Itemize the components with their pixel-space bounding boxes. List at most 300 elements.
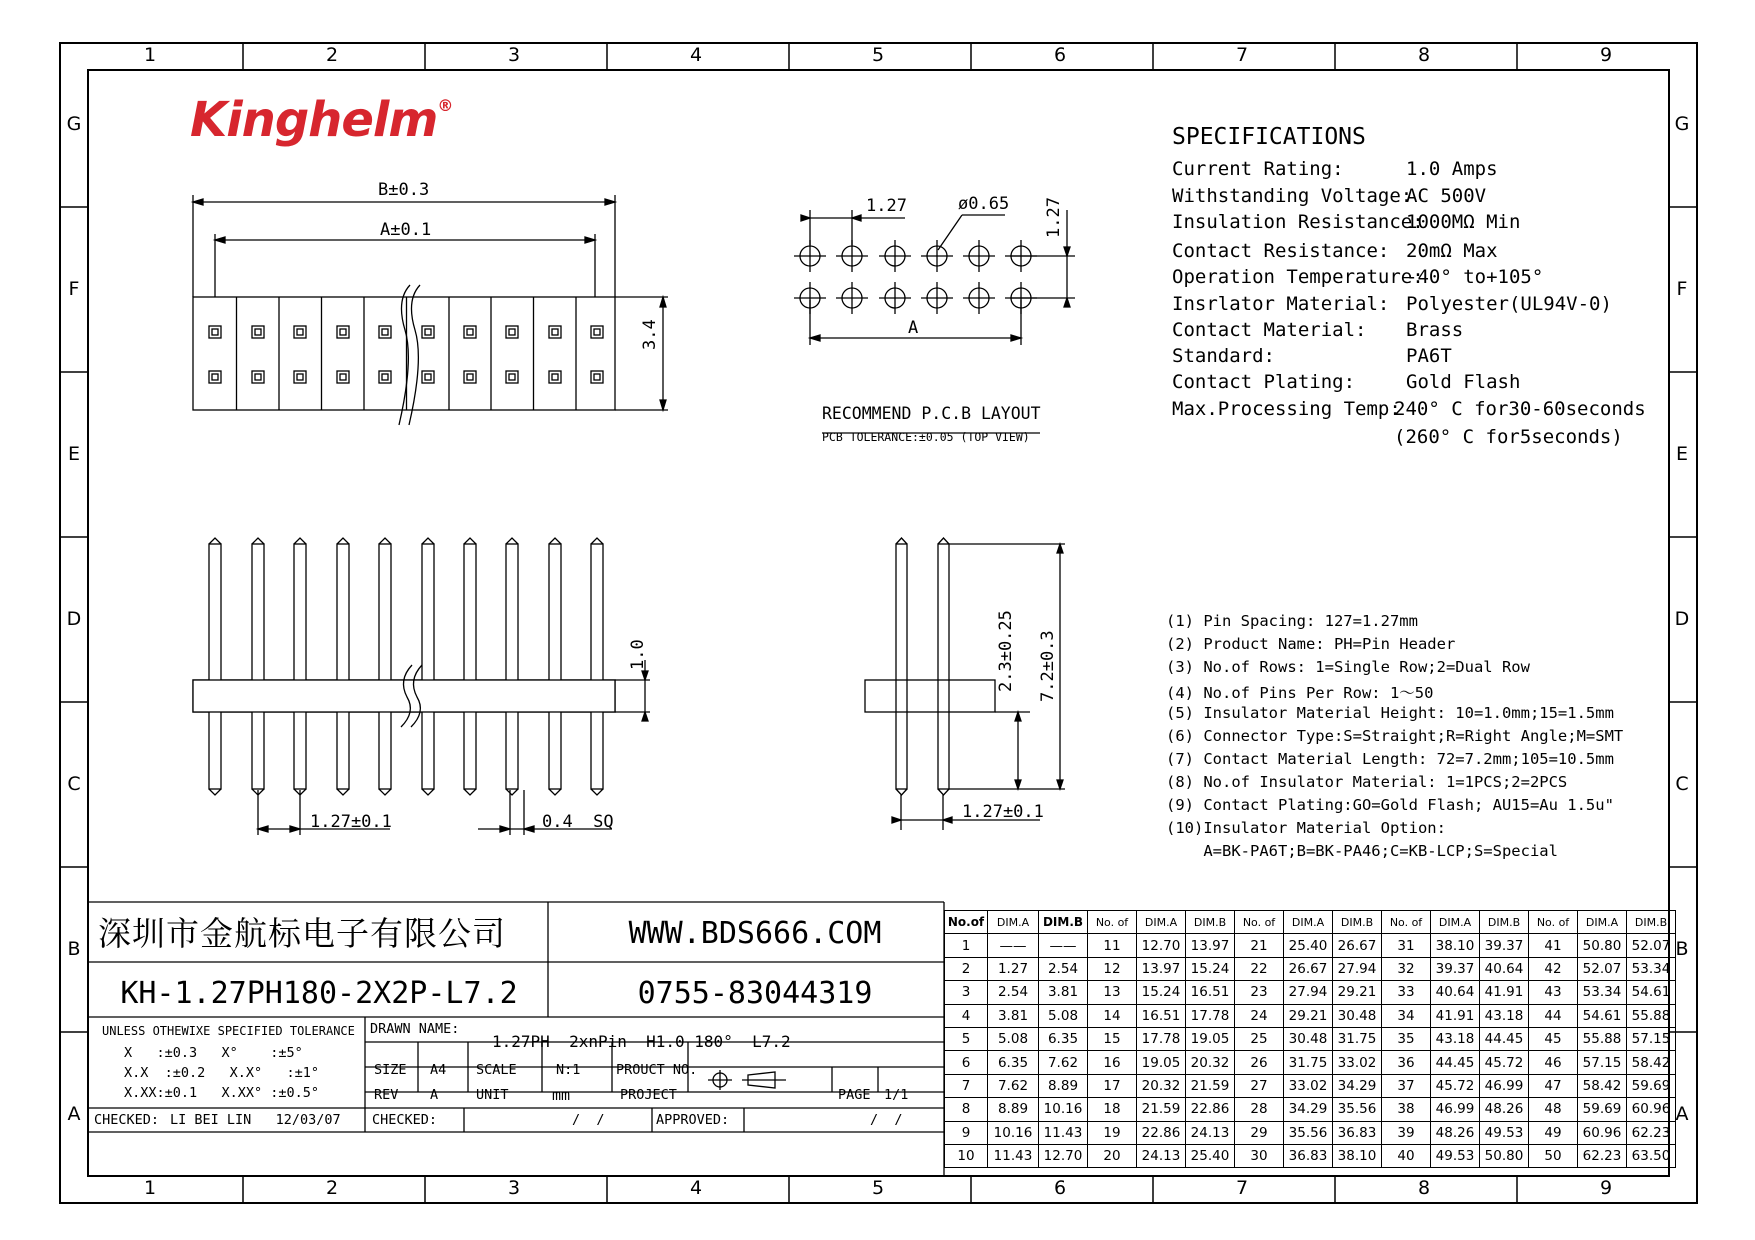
insulator-height-label: 1.0 [628, 639, 648, 670]
table-cell: 47 [1529, 1074, 1578, 1097]
table-cell: 30.48 [1284, 1027, 1333, 1050]
table-cell: 41 [1529, 934, 1578, 957]
page-value: 1/1 [884, 1087, 909, 1103]
table-cell: 20.32 [1137, 1074, 1186, 1097]
pin-square [506, 326, 518, 338]
table-cell: 58.42 [1627, 1051, 1676, 1074]
table-cell: 8.89 [1039, 1074, 1088, 1097]
table-cell: 38.10 [1431, 934, 1480, 957]
table-cell: 28 [1235, 1098, 1284, 1121]
company-name: 深圳市金航标电子有限公司 [98, 914, 506, 953]
table-cell: 25 [1235, 1027, 1284, 1050]
table-cell: 22 [1235, 957, 1284, 980]
table-cell: 49.53 [1431, 1144, 1480, 1167]
pcb-row-label: 1.27 [1044, 197, 1064, 238]
grid-row-label: C [67, 773, 81, 795]
pin-square-inner [212, 374, 218, 380]
pin-square [422, 371, 434, 383]
pin-square [506, 371, 518, 383]
dimension-table [944, 910, 1676, 1168]
table-cell: 44.45 [1480, 1027, 1529, 1050]
table-cell: 48.26 [1480, 1098, 1529, 1121]
table-cell: 52.07 [1578, 957, 1627, 980]
pin-square [464, 371, 476, 383]
table-cell: 60.96 [1627, 1098, 1676, 1121]
table-cell: 5.08 [1039, 1004, 1088, 1027]
table-cell: 63.50 [1627, 1144, 1676, 1167]
pin-square [591, 326, 603, 338]
table-cell: 39.37 [1480, 934, 1529, 957]
pin-square [549, 371, 561, 383]
table-header-cell: No. of [1235, 911, 1284, 934]
approved-date: / / [870, 1112, 903, 1128]
table-cell: 13.97 [1137, 957, 1186, 980]
grid-row-label: A [67, 1103, 81, 1125]
table-header-row [945, 911, 1676, 934]
table-cell: 59.69 [1627, 1074, 1676, 1097]
spec-value: Polyester(UL94V-0) [1406, 293, 1612, 315]
side-height1-label: 2.3±0.25 [996, 610, 1016, 692]
table-cell: 1.27 [988, 957, 1039, 980]
table-cell: 43 [1529, 981, 1578, 1004]
pin-square [294, 371, 306, 383]
website[interactable]: WWW.BDS666.COM [628, 916, 882, 951]
pin-square-inner [509, 374, 515, 380]
phone-number: 0755-83044319 [637, 976, 873, 1011]
table-cell: 10 [945, 1144, 988, 1167]
pin-square-inner [382, 374, 388, 380]
table-cell: 55.88 [1578, 1027, 1627, 1050]
table-cell: 22.86 [1186, 1098, 1235, 1121]
front-view [193, 538, 650, 835]
spec-label: Standard: [1172, 345, 1275, 367]
table-cell: 38 [1382, 1098, 1431, 1121]
size-value: A4 [430, 1062, 447, 1078]
table-cell: 42 [1529, 957, 1578, 980]
spec-value: Gold Flash [1406, 371, 1521, 393]
note-line: (3) No.of Rows: 1=Single Row;2=Dual Row [1166, 658, 1530, 676]
grid-row-label: F [1676, 278, 1688, 300]
grid-col-label: 2 [325, 1177, 339, 1199]
table-cell: 9 [945, 1121, 988, 1144]
table-row [945, 1027, 1676, 1050]
table-cell: 24.13 [1137, 1144, 1186, 1167]
note-line: (1) Pin Spacing: 127=1.27mm [1166, 612, 1418, 630]
scale-value: N:1 [556, 1062, 581, 1078]
pin-square-inner [594, 374, 600, 380]
pin [422, 544, 434, 789]
page-label: PAGE [838, 1087, 871, 1103]
table-cell: 40.64 [1431, 981, 1480, 1004]
table-cell: 15 [1088, 1027, 1137, 1050]
pin [337, 544, 349, 789]
pin-square-inner [552, 329, 558, 335]
table-cell: 4 [945, 1004, 988, 1027]
grid-col-label: 9 [1599, 1177, 1613, 1199]
table-row [945, 1051, 1676, 1074]
table-cell: 14 [1088, 1004, 1137, 1027]
table-cell: 46.99 [1480, 1074, 1529, 1097]
pcb-layout [794, 210, 1075, 433]
table-cell: 44 [1529, 1004, 1578, 1027]
grid-col-label: 4 [689, 1177, 703, 1199]
grid-col-label: 3 [507, 1177, 521, 1199]
table-cell: 46 [1529, 1051, 1578, 1074]
pin-square-inner [425, 374, 431, 380]
spec-value: Brass [1406, 319, 1464, 341]
table-cell: 3.81 [1039, 981, 1088, 1004]
table-cell: —— [1039, 934, 1088, 957]
table-cell: 16.51 [1186, 981, 1235, 1004]
table-cell: 52.07 [1627, 934, 1676, 957]
table-cell: 29 [1235, 1121, 1284, 1144]
pin-square-inner [467, 329, 473, 335]
unit-label: UNIT [476, 1087, 509, 1103]
table-cell: 26.67 [1284, 957, 1333, 980]
part-number: KH-1.27PH180-2X2P-L7.2 [120, 976, 518, 1011]
kinghelm-logo: Kinghelm® [190, 92, 453, 148]
tolerance-line: X :±0.3 X° :±5° [124, 1045, 303, 1061]
table-cell: 8 [945, 1098, 988, 1121]
table-row [945, 1144, 1676, 1167]
spec-value: 1.0 Amps [1406, 158, 1498, 180]
pin-square [422, 326, 434, 338]
table-cell: 33.02 [1333, 1051, 1382, 1074]
table-cell: 36 [1382, 1051, 1431, 1074]
pin-square [252, 371, 264, 383]
table-cell: 54.61 [1578, 1004, 1627, 1027]
grid-row-label: B [1675, 938, 1689, 960]
table-cell: 25.40 [1284, 934, 1333, 957]
note-line: A=BK-PA6T;B=BK-PA46;C=KB-LCP;S=Special [1166, 842, 1558, 860]
pin-square [379, 326, 391, 338]
table-cell: 34.29 [1333, 1074, 1382, 1097]
approved-label: APPROVED: [656, 1112, 730, 1128]
table-header-cell: DIM.A [1431, 911, 1480, 934]
table-cell: 21.59 [1137, 1098, 1186, 1121]
pin-square-inner [340, 329, 346, 335]
table-cell: 20 [1088, 1144, 1137, 1167]
table-header-cell: DIM.B [1480, 911, 1529, 934]
table-cell: 22.86 [1137, 1121, 1186, 1144]
checked-value: LI BEI LIN 12/03/07 [170, 1112, 341, 1128]
table-row [945, 1121, 1676, 1144]
table-cell: 17 [1088, 1074, 1137, 1097]
pin [464, 544, 476, 789]
table-row [945, 957, 1676, 980]
grid-row-label: E [1675, 443, 1688, 465]
table-cell: 21 [1235, 934, 1284, 957]
pcb-tolerance: PCB TOLERANCE:±0.05 (TOP VIEW) [822, 430, 1030, 444]
table-header-cell: DIM.B [1627, 911, 1676, 934]
pin-square-inner [509, 329, 515, 335]
size-label: SIZE [374, 1062, 407, 1078]
rev-label: REV [374, 1087, 399, 1103]
table-cell: 27.94 [1333, 957, 1382, 980]
grid-col-label: 8 [1417, 44, 1431, 66]
table-cell: 6 [945, 1051, 988, 1074]
tolerance-line: X.X :±0.2 X.X° :±1° [124, 1065, 320, 1081]
spec-value: (260° C for5seconds) [1394, 426, 1623, 448]
table-cell: 7.62 [1039, 1051, 1088, 1074]
table-cell: 34.29 [1284, 1098, 1333, 1121]
pin [294, 544, 306, 789]
grid-col-label: 1 [143, 44, 157, 66]
pin [591, 544, 603, 789]
grid-col-label: 1 [143, 1177, 157, 1199]
table-row [945, 1004, 1676, 1027]
pin [209, 544, 221, 789]
drawn-name-label: DRAWN NAME: [370, 1021, 460, 1037]
note-line: (2) Product Name: PH=Pin Header [1166, 635, 1456, 653]
table-cell: 24.13 [1186, 1121, 1235, 1144]
table-cell: 30 [1235, 1144, 1284, 1167]
table-cell: 16 [1088, 1051, 1137, 1074]
spec-label: Insulation Resistance: [1172, 211, 1424, 233]
table-cell: 57.15 [1578, 1051, 1627, 1074]
front-pitch-label: 1.27±0.1 [310, 812, 392, 832]
table-cell: 53.34 [1627, 957, 1676, 980]
grid-col-label: 8 [1417, 1177, 1431, 1199]
pin-square-inner [297, 329, 303, 335]
grid-col-label: 9 [1599, 44, 1613, 66]
table-header-cell: DIM.B [1186, 911, 1235, 934]
table-cell: 35.56 [1284, 1121, 1333, 1144]
table-cell: 10.16 [988, 1121, 1039, 1144]
table-cell: 60.96 [1578, 1121, 1627, 1144]
table-cell: 36.83 [1284, 1144, 1333, 1167]
pin [252, 544, 264, 789]
projection-symbol [708, 1070, 786, 1090]
grid-col-label: 4 [689, 44, 703, 66]
checked2-label: CHECKED: [372, 1112, 438, 1128]
grid-row-label: D [66, 608, 82, 630]
tolerance-title: UNLESS OTHEWIXE SPECIFIED TOLERANCE [102, 1024, 355, 1038]
side-view [865, 538, 1065, 830]
table-cell: 55.88 [1627, 1004, 1676, 1027]
table-cell: 33.02 [1284, 1074, 1333, 1097]
grid-row-label: B [67, 938, 81, 960]
table-cell: 24 [1235, 1004, 1284, 1027]
table-cell: 23 [1235, 981, 1284, 1004]
note-line: (10)Insulator Material Option: [1166, 819, 1446, 837]
table-cell: 41.91 [1431, 1004, 1480, 1027]
table-cell: 11.43 [1039, 1121, 1088, 1144]
note-line: (6) Connector Type:S=Straight;R=Right Angle;M=SMT [1166, 727, 1624, 745]
dim-height-label: 3.4 [640, 319, 660, 350]
grid-row-label: G [66, 113, 82, 135]
table-cell: 8.89 [988, 1098, 1039, 1121]
table-cell: 12 [1088, 957, 1137, 980]
table-cell: 44.45 [1431, 1051, 1480, 1074]
table-cell: 26 [1235, 1051, 1284, 1074]
pin-square-inner [255, 329, 261, 335]
table-cell: 62.23 [1627, 1121, 1676, 1144]
pin-square [549, 326, 561, 338]
table-cell: 27.94 [1284, 981, 1333, 1004]
table-cell: 11.43 [988, 1144, 1039, 1167]
table-cell: 49.53 [1480, 1121, 1529, 1144]
grid-col-label: 2 [325, 44, 339, 66]
table-cell: 31.75 [1333, 1027, 1382, 1050]
table-header-cell: No. of [1088, 911, 1137, 934]
table-cell: 43.18 [1480, 1004, 1529, 1027]
spec-label: Operation Temperature: [1172, 266, 1424, 288]
table-cell: 62.23 [1578, 1144, 1627, 1167]
grid-row-label: D [1674, 608, 1690, 630]
table-header-cell: DIM.A [988, 911, 1039, 934]
table-cell: 12.70 [1039, 1144, 1088, 1167]
table-header-cell: DIM.B [1333, 911, 1382, 934]
table-cell: 2 [945, 957, 988, 980]
pin-square [209, 326, 221, 338]
grid-col-label: 7 [1235, 44, 1249, 66]
table-cell: 37 [1382, 1074, 1431, 1097]
table-cell: 17.78 [1186, 1004, 1235, 1027]
checked-label: CHECKED: [94, 1112, 160, 1128]
table-cell: 16.51 [1137, 1004, 1186, 1027]
side-pitch-label: 1.27±0.1 [962, 802, 1044, 822]
pcb-layout-title: RECOMMEND P.C.B LAYOUT [822, 404, 1041, 423]
grid-col-label: 5 [871, 1177, 885, 1199]
spec-label: Current Rating: [1172, 158, 1344, 180]
grid-row-label: E [67, 443, 80, 465]
table-cell: 15.24 [1137, 981, 1186, 1004]
table-cell: 46.99 [1431, 1098, 1480, 1121]
drawn-name-value: 1.27PH 2xnPin H1.0 180° L7.2 [492, 1032, 791, 1051]
checked2-date: / / [572, 1112, 605, 1128]
pcb-pitch-label: 1.27 [866, 196, 907, 216]
table-cell: 43.18 [1431, 1027, 1480, 1050]
spec-label: Withstanding Voltage: [1172, 185, 1413, 207]
spec-label: Max.Processing Temp: [1172, 398, 1401, 420]
note-line: (5) Insulator Material Height: 10=1.0mm;15=1.5mm [1166, 704, 1614, 722]
pin [379, 544, 391, 789]
table-cell: 53.34 [1578, 981, 1627, 1004]
table-header-cell: DIM.B [1039, 911, 1088, 934]
table-cell: 30.48 [1333, 1004, 1382, 1027]
table-cell: 48 [1529, 1098, 1578, 1121]
table-cell: 25.40 [1186, 1144, 1235, 1167]
table-cell: 39 [1382, 1121, 1431, 1144]
product-no-label: PROUCT NO. [616, 1062, 698, 1078]
table-header-cell: No. of [1382, 911, 1431, 934]
scale-label: SCALE [476, 1062, 517, 1078]
specifications-title: SPECIFICATIONS [1172, 124, 1366, 150]
spec-value: AC 500V [1406, 185, 1487, 207]
pin-size-label: 0.4 SQ [542, 812, 614, 832]
table-row [945, 1074, 1676, 1097]
pin-square-inner [255, 374, 261, 380]
spec-value: 1000MΩ Min [1406, 211, 1521, 233]
table-header-cell: DIM.A [1284, 911, 1333, 934]
dim-a-label: A±0.1 [380, 220, 432, 240]
tolerance-line: X.XX:±0.1 X.XX° :±0.5° [124, 1085, 320, 1101]
pin-square-inner [425, 329, 431, 335]
pcb-a-label: A [908, 318, 919, 338]
table-cell: 5.08 [988, 1027, 1039, 1050]
table-cell: 11 [1088, 934, 1137, 957]
spec-label: Contact Plating: [1172, 371, 1356, 393]
table-cell: 13 [1088, 981, 1137, 1004]
pin-square-inner [297, 374, 303, 380]
table-cell: 19.05 [1137, 1051, 1186, 1074]
pin-square-inner [594, 329, 600, 335]
side-height2-label: 7.2±0.3 [1038, 630, 1058, 702]
table-cell: 7.62 [988, 1074, 1039, 1097]
table-cell: 48.26 [1431, 1121, 1480, 1144]
pin-square [252, 326, 264, 338]
table-cell: 27 [1235, 1074, 1284, 1097]
table-cell: 3 [945, 981, 988, 1004]
table-cell: 12.70 [1137, 934, 1186, 957]
spec-label: Insrlator Material: [1172, 293, 1390, 315]
table-cell: 15.24 [1186, 957, 1235, 980]
pcb-hole-label: ø0.65 [958, 194, 1010, 214]
pin-square-inner [552, 374, 558, 380]
spec-label: Contact Material: [1172, 319, 1367, 341]
table-cell: 54.61 [1627, 981, 1676, 1004]
table-cell: 2.54 [988, 981, 1039, 1004]
table-cell: 39.37 [1431, 957, 1480, 980]
pin-square-inner [382, 329, 388, 335]
table-cell: 38.10 [1333, 1144, 1382, 1167]
grid-row-label: F [68, 278, 80, 300]
table-cell: 19 [1088, 1121, 1137, 1144]
table-header-cell: No.of [945, 911, 988, 934]
pin-square [591, 371, 603, 383]
table-cell: 57.15 [1627, 1027, 1676, 1050]
table-row [945, 1098, 1676, 1121]
table-cell: 58.42 [1578, 1074, 1627, 1097]
table-cell: 10.16 [1039, 1098, 1088, 1121]
table-cell: 29.21 [1284, 1004, 1333, 1027]
table-cell: 50.80 [1578, 934, 1627, 957]
pin-square [379, 371, 391, 383]
note-line: (8) No.of Insulator Material: 1=1PCS;2=2PCS [1166, 773, 1568, 791]
table-cell: 31.75 [1284, 1051, 1333, 1074]
table-header-cell: DIM.A [1578, 911, 1627, 934]
table-cell: 50.80 [1480, 1144, 1529, 1167]
table-cell: 7 [945, 1074, 988, 1097]
grid-col-label: 6 [1053, 44, 1067, 66]
table-cell: 18 [1088, 1098, 1137, 1121]
grid-col-label: 7 [1235, 1177, 1249, 1199]
spec-value: 240° C for30-60seconds [1394, 398, 1646, 420]
table-cell: 35 [1382, 1027, 1431, 1050]
table-cell: 19.05 [1186, 1027, 1235, 1050]
project-label: PROJECT [620, 1087, 677, 1103]
note-line: (7) Contact Material Length: 72=7.2mm;105=10.5mm [1166, 750, 1614, 768]
pin-square [464, 326, 476, 338]
table-cell: 3.81 [988, 1004, 1039, 1027]
table-cell: 41.91 [1480, 981, 1529, 1004]
table-cell: 13.97 [1186, 934, 1235, 957]
table-cell: 40 [1382, 1144, 1431, 1167]
table-cell: 26.67 [1333, 934, 1382, 957]
note-line: (9) Contact Plating:GO=Gold Flash; AU15=Au 1.5u" [1166, 796, 1614, 814]
table-cell: —— [988, 934, 1039, 957]
grid-row-label: A [1675, 1103, 1689, 1125]
table-cell: 6.35 [1039, 1027, 1088, 1050]
table-cell: 33 [1382, 981, 1431, 1004]
grid-row-label: G [1674, 113, 1690, 135]
note-line: (4) No.of Pins Per Row: 1～50 [1166, 684, 1434, 702]
grid-col-label: 6 [1053, 1177, 1067, 1199]
table-cell: 20.32 [1186, 1051, 1235, 1074]
table-cell: 1 [945, 934, 988, 957]
pin [506, 544, 518, 789]
